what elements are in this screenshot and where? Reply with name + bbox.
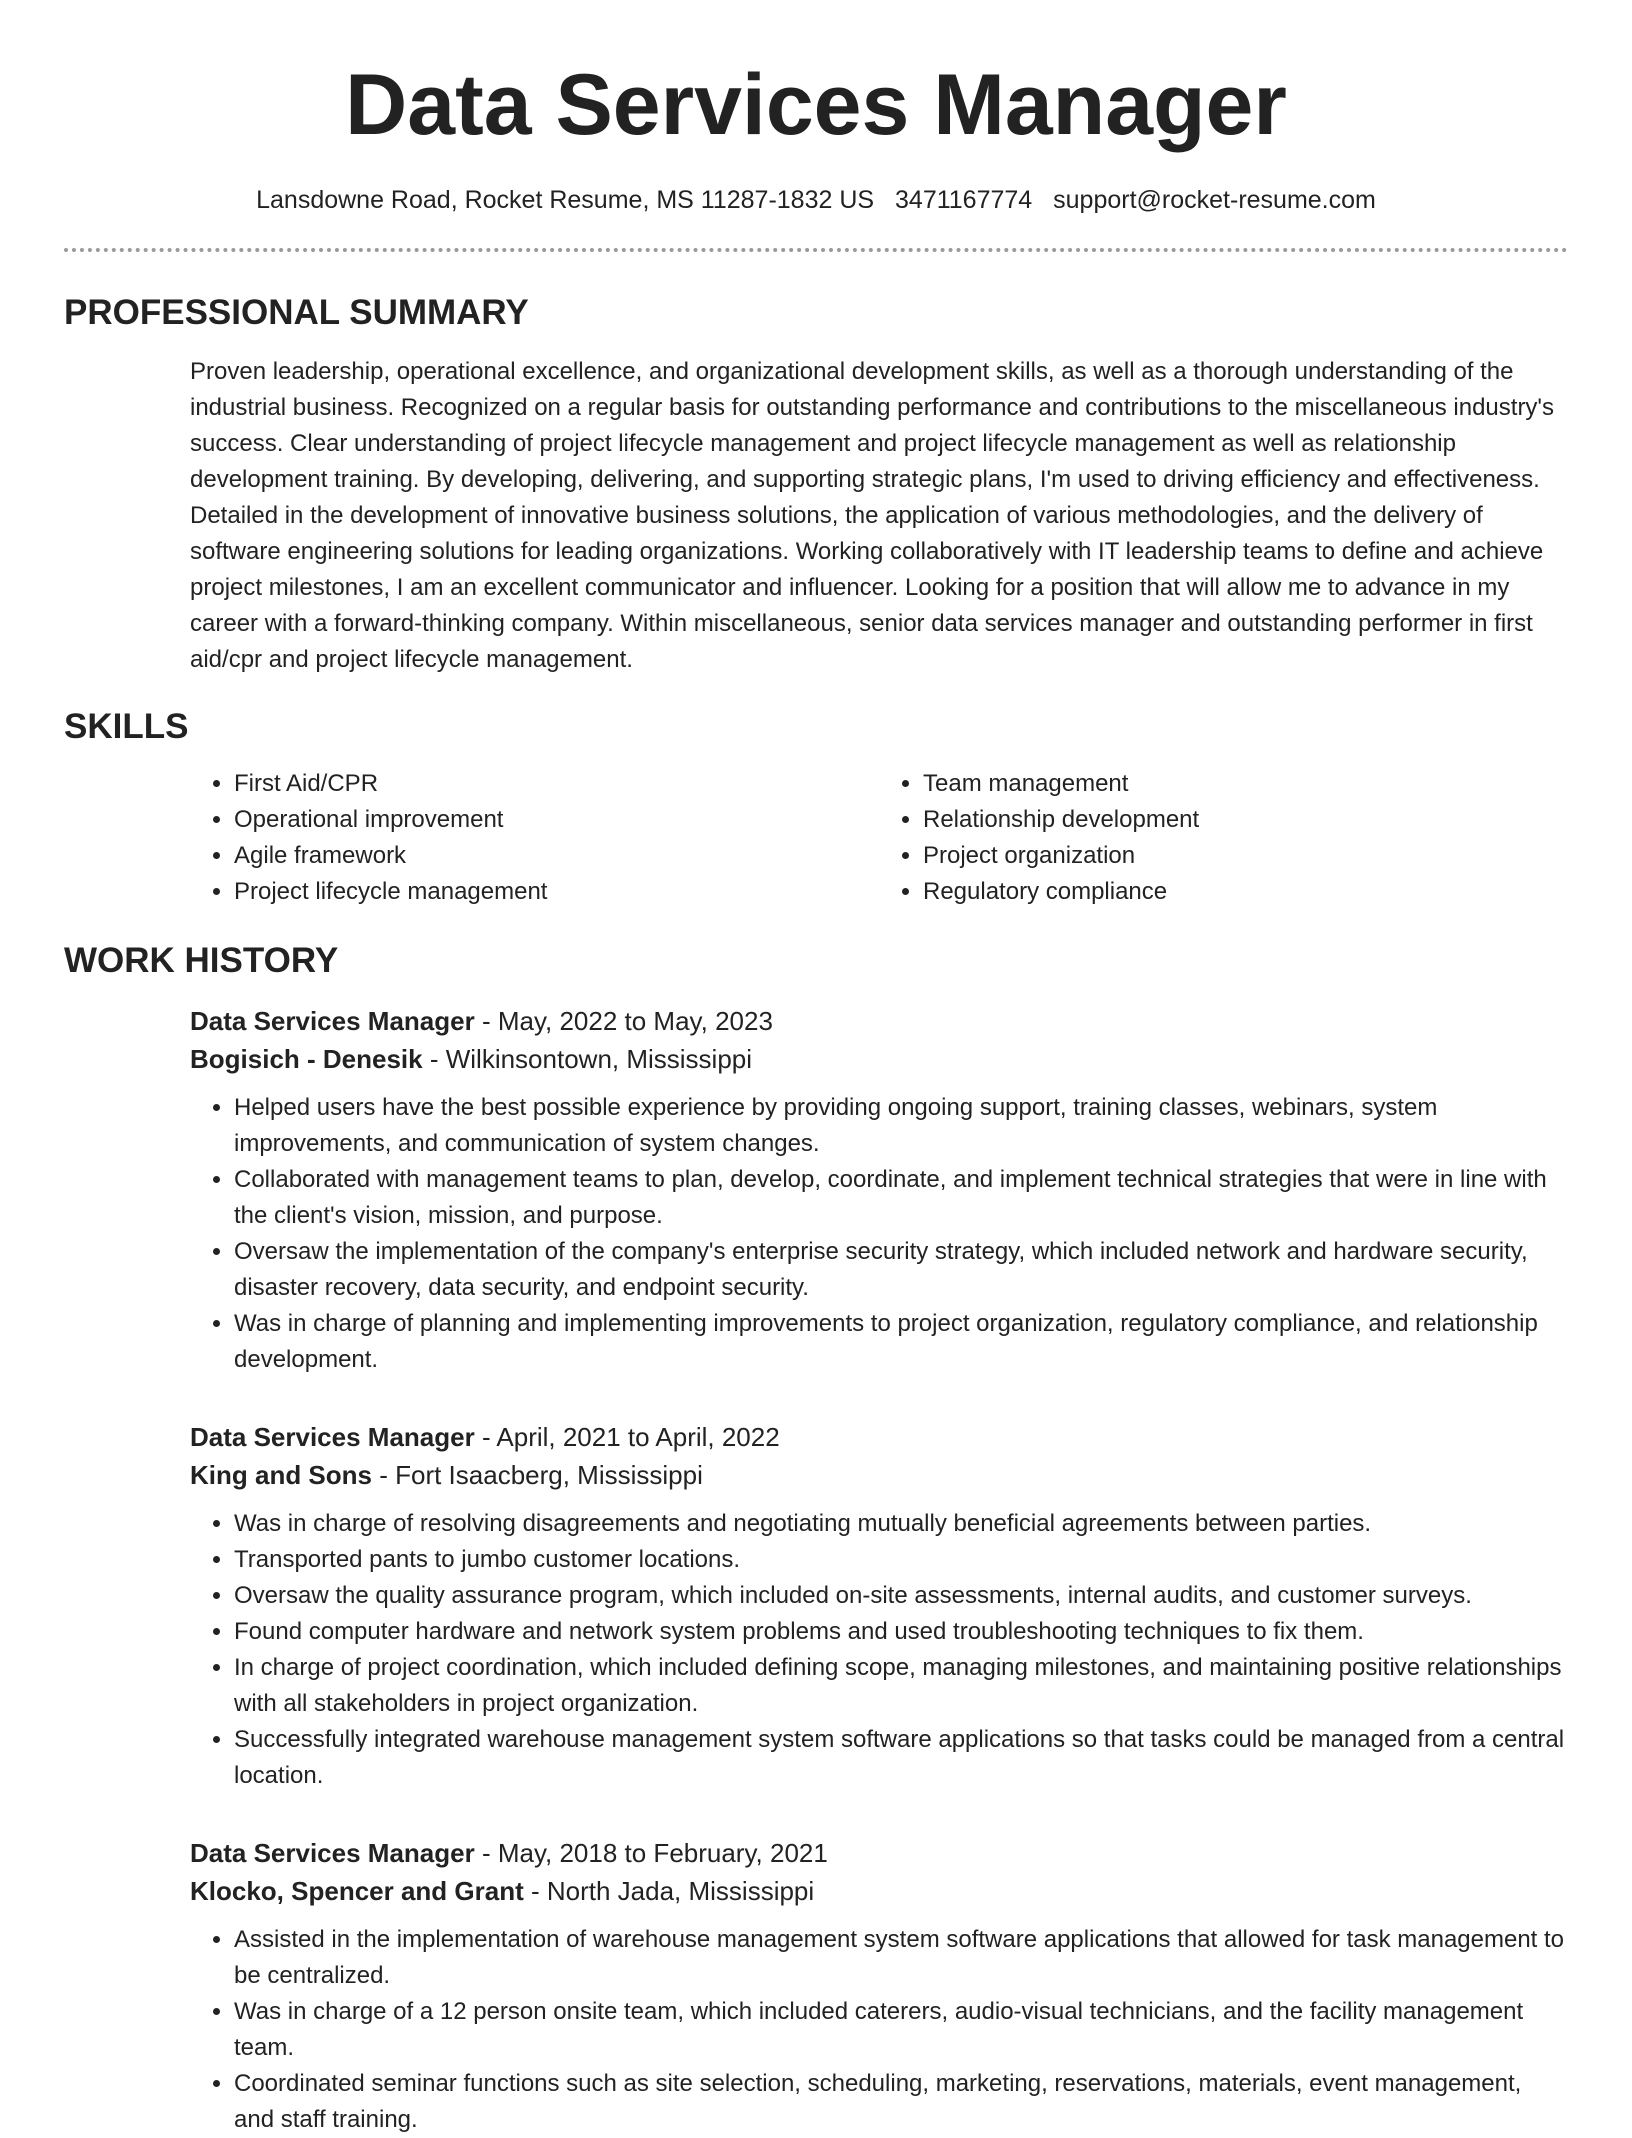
job-company-line	[190, 1456, 1568, 1494]
skill-item: • Team management	[923, 766, 1568, 802]
skill-item: • Agile framework	[234, 838, 879, 874]
job-bullet: • Transported pants to jumbo customer locations.	[234, 1542, 1568, 1578]
job-bullet: • In charge of project coordination, which included defining scope, managing milestones, and maintaining positive relationships with all stakeholders in project organization.	[234, 1650, 1568, 1722]
job-location: - Wilkinsontown, Mississippi	[422, 1044, 753, 1074]
job-entry	[190, 1002, 1568, 1378]
job-bullet: • Helped users have the best possible experience by providing ongoing support, training classes, webinars, system improvements, and communication of system changes.	[234, 1090, 1568, 1162]
resume-page	[64, 0, 1568, 2138]
skills-column-left	[190, 766, 879, 910]
skills-list	[190, 766, 1568, 910]
skill-item: • Regulatory compliance	[923, 874, 1568, 910]
job-company: Bogisich - Denesik	[190, 1044, 423, 1074]
summary-heading: PROFESSIONAL SUMMARY	[64, 293, 529, 332]
job-role-line	[190, 1002, 1568, 1040]
job-bullet: • Was in charge of a 12 person onsite team, which included caterers, audio-visual technicians, and the facility management team.	[234, 1994, 1568, 2066]
job-role: Data Services Manager	[190, 1838, 475, 1868]
job-dates: - May, 2018 to February, 2021	[474, 1838, 828, 1868]
job-bullets	[190, 1922, 1568, 2138]
contact-info	[64, 184, 1568, 216]
resume-title: Data Services Manager	[345, 57, 1287, 153]
job-bullet: • Was in charge of planning and implementing improvements to project organization, regulatory compliance, and relationship development.	[234, 1306, 1568, 1378]
job-bullets	[190, 1506, 1568, 1794]
job-bullet: • Assisted in the implementation of warehouse management system software applications that allowed for task management to be centralized.	[234, 1922, 1568, 1994]
contact-email: support@rocket-resume.com	[1053, 186, 1376, 214]
job-location: - North Jada, Mississippi	[523, 1876, 815, 1906]
skill-item: • Project organization	[923, 838, 1568, 874]
skill-item: • First Aid/CPR	[234, 766, 879, 802]
job-company-line	[190, 1872, 1568, 1910]
job-company-line	[190, 1040, 1568, 1078]
contact-phone: 3471167774	[895, 186, 1033, 214]
job-role: Data Services Manager	[190, 1422, 475, 1452]
job-role-line	[190, 1834, 1568, 1872]
job-company: Klocko, Spencer and Grant	[190, 1876, 524, 1906]
job-company: King and Sons	[190, 1460, 372, 1490]
job-bullet: • Oversaw the implementation of the company's enterprise security strategy, which included network and hardware security, disaster recovery, data security, and endpoint security.	[234, 1234, 1568, 1306]
job-bullet: • Found computer hardware and network system problems and used troubleshooting techniques to fix them.	[234, 1614, 1568, 1650]
contact-address: Lansdowne Road, Rocket Resume, MS 11287-1832 US	[256, 186, 875, 214]
job-location: - Fort Isaacberg, Mississippi	[372, 1460, 703, 1490]
skills-heading: SKILLS	[64, 707, 189, 746]
skill-item: • Project lifecycle management	[234, 874, 879, 910]
header-divider	[64, 248, 1568, 252]
job-role: Data Services Manager	[190, 1006, 475, 1036]
skills-column-right	[879, 766, 1568, 910]
skill-item: • Relationship development	[923, 802, 1568, 838]
job-bullet: • Coordinated seminar functions such as site selection, scheduling, marketing, reservations, materials, event management, and staff training.	[234, 2066, 1568, 2138]
job-bullet: • Successfully integrated warehouse management system software applications so that tasks could be managed from a central location.	[234, 1722, 1568, 1794]
job-bullets	[190, 1090, 1568, 1378]
job-bullet: • Collaborated with management teams to plan, develop, coordinate, and implement technical strategies that were in line with the client's vision, mission, and purpose.	[234, 1162, 1568, 1234]
job-role-line	[190, 1418, 1568, 1456]
job-entry	[190, 1834, 1568, 2138]
summary-text: Proven leadership, operational excellence, and organizational development skills, as well as a thorough understanding of the industrial business. Recognized on a regular basis for outstanding performance and contributions to the miscellaneous industry's success. Clear understanding of project lifecycle management and project lifecycle management as well as relationship development training. By developing, delivering, and supporting strategic plans, I'm used to driving efficiency and effectiveness. Detailed in the development of innovative business solutions, the application of various methodologies, and the delivery of software engineering solutions for leading organizations. Working collaboratively with IT leadership teams to define and achieve project milestones, I am an excellent communicator and influencer. Looking for a position that will allow me to advance in my career with a forward-thinking company. Within miscellaneous, senior data services manager and outstanding performer in first aid/cpr and project lifecycle management.	[190, 358, 1555, 673]
job-dates: - May, 2022 to May, 2023	[474, 1006, 773, 1036]
job-entry	[190, 1418, 1568, 1794]
skill-item: • Operational improvement	[234, 802, 879, 838]
job-bullet: • Was in charge of resolving disagreements and negotiating mutually beneficial agreements between parties.	[234, 1506, 1568, 1542]
work-history-heading: WORK HISTORY	[64, 941, 339, 980]
job-dates: - April, 2021 to April, 2022	[474, 1422, 780, 1452]
job-bullet: • Oversaw the quality assurance program, which included on-site assessments, internal audits, and customer surveys.	[234, 1578, 1568, 1614]
